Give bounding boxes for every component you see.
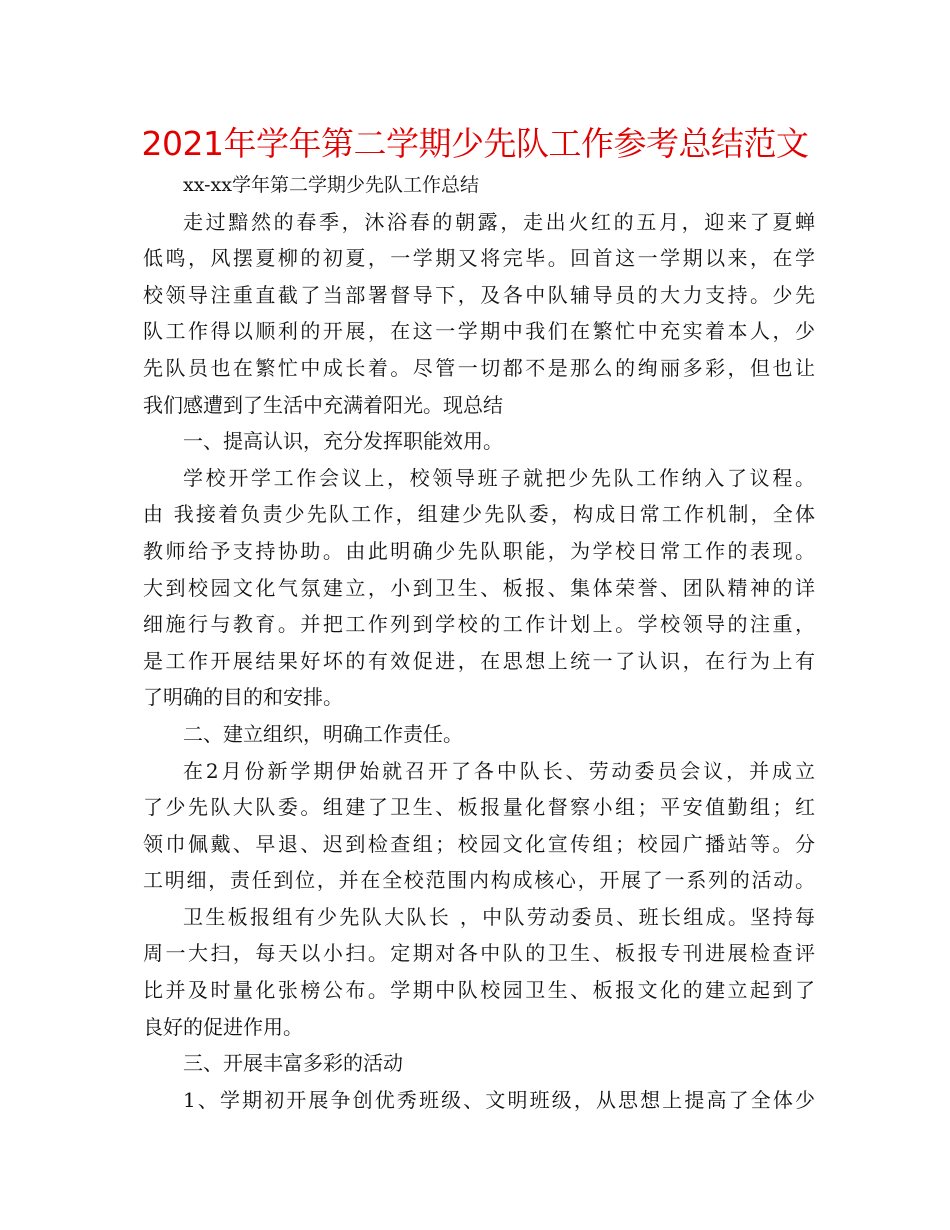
document-title: 2021年学年第二学期少先队工作参考总结范文: [141, 124, 809, 163]
text-line: 由 我接着负责少先队工作，组建少先队委，构成日常工作机制，全体: [143, 502, 815, 527]
text-line: 在2月份新学期伊始就召开了各中队长、劳动委员会议，并成立: [183, 758, 815, 783]
text-line: 是工作开展结果好坏的有效促进，在思想上统一了认识，在行为上有: [143, 648, 815, 673]
text-line: 卫生板报组有少先队大队长 ，中队劳动委员、班长组成。坚持每: [183, 904, 815, 929]
text-line: 低鸣，风摆夏柳的初夏，一学期又将完毕。回首这一学期以来，在学: [143, 246, 815, 271]
text-line: 教师给予支持协助。由此明确少先队职能，为学校日常工作的表现。: [143, 538, 815, 563]
paragraph-section-2a: [143, 753, 815, 899]
text-line: 先队员也在繁忙中成长着。尽管一切都不是那么的绚丽多彩，但也让: [143, 355, 815, 380]
section-heading-1: [143, 423, 815, 460]
section-heading-text: 二、建立组织，明确工作责任。: [183, 721, 463, 746]
text-line: 良好的促进作用。: [143, 1014, 303, 1039]
paragraph-section-2b: [143, 899, 815, 1045]
text-line: 学校开学工作会议上，校领导班子就把少先队工作纳入了议程。: [183, 465, 815, 490]
section-heading-text: 一、提高认识，充分发挥职能效用。: [183, 429, 503, 454]
document-subtitle: xx-xx学年第二学期少先队工作总结: [183, 174, 479, 196]
text-line: 周一大扫，每天以小扫。定期对各中队的卫生、板报专刊进展检查评: [143, 941, 815, 966]
paragraph-intro: [143, 204, 815, 424]
text-line: 细施行与教育。并把工作列到学校的工作计划上。学校领导的注重，: [143, 612, 815, 637]
section-heading-text: 三、开展丰富多彩的活动: [183, 1051, 403, 1076]
text-line: 走过黯然的春季，沐浴春的朝露，走出火红的五月，迎来了夏蝉: [183, 209, 815, 234]
text-line: 领巾佩戴、早退、迟到检查组；校园文化宣传组；校园广播站等。分: [143, 831, 815, 856]
text-line: 了少先队大队委。组建了卫生、板报量化督察小组；平安值勤组；红: [143, 795, 815, 820]
paragraph-section-1: [143, 460, 815, 716]
text-line: 校领导注重直截了当部署督导下，及各中队辅导员的大力支持。少先: [143, 282, 815, 307]
text-line: 比并及时量化张榜公布。学期中队校园卫生、板报文化的建立起到了: [143, 978, 815, 1003]
text-line: 1、学期初开展争创优秀班级、文明班级，从思想上提高了全体少: [183, 1087, 815, 1112]
section-heading-2: [143, 716, 815, 753]
text-line: 大到校园文化气氛建立，小到卫生、板报、集体荣誉、团队精神的详: [143, 575, 815, 600]
text-line: 我们感遭到了生活中充满着阳光。现总结: [143, 392, 503, 417]
text-line: 了明确的目的和安排。: [143, 685, 343, 710]
document-body: [143, 167, 815, 1118]
section-heading-3: [143, 1045, 815, 1082]
text-line: 工明细，责任到位，并在全校范围内构成核心，开展了一系列的活动。: [143, 868, 815, 893]
paragraph-section-3: [143, 1082, 815, 1119]
text-line: 队工作得以顺利的开展，在这一学期中我们在繁忙中充实着本人，少: [143, 319, 815, 344]
